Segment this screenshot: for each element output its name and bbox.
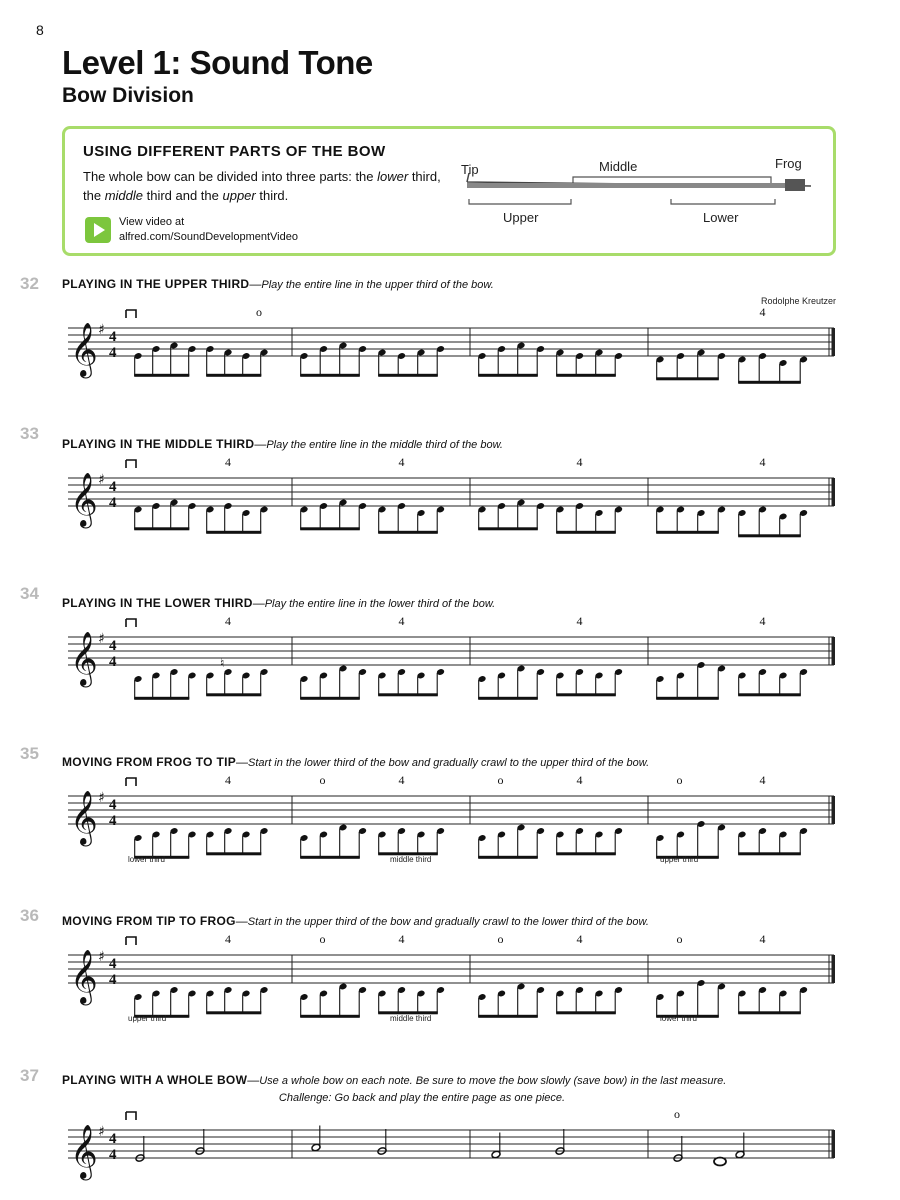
play-icon[interactable] bbox=[85, 217, 111, 243]
fingering-4: 4 bbox=[576, 933, 583, 946]
exercise-instruction: Start in the upper third of the bow and gradually crawl to the lower third of the bow. bbox=[247, 916, 649, 928]
exercise-challenge: Challenge: Go back and play the entire page as one piece. bbox=[278, 1092, 566, 1104]
exercise-heading: MOVING FROM TIP TO FROG bbox=[62, 914, 236, 928]
note-beam bbox=[206, 374, 261, 377]
time-signature-top: 4 bbox=[109, 329, 117, 345]
bow-frog bbox=[785, 179, 805, 191]
note-beam bbox=[738, 1011, 801, 1014]
video-text bbox=[119, 215, 359, 245]
note-beam bbox=[738, 852, 801, 855]
treble-clef-icon: 𝄞 bbox=[70, 631, 98, 686]
whole-note bbox=[714, 1158, 726, 1166]
fingering-4: 4 bbox=[398, 933, 405, 946]
exercise-instruction: Play the entire line in the middle third of the bow. bbox=[266, 439, 503, 451]
em-dash: — bbox=[236, 755, 249, 769]
fingering-4: 4 bbox=[576, 615, 583, 628]
exercise-title bbox=[62, 754, 842, 772]
fingering-4: 4 bbox=[398, 774, 405, 787]
open-string-mark: o bbox=[319, 933, 326, 946]
time-signature-bottom: 4 bbox=[109, 654, 117, 670]
bow-label-tip: Tip bbox=[461, 162, 479, 177]
note-beam bbox=[206, 1011, 261, 1014]
em-dash: — bbox=[235, 914, 248, 928]
exercise-heading: MOVING FROM FROG TO TIP bbox=[62, 755, 237, 769]
sharp-icon: ♯ bbox=[98, 790, 105, 806]
bow-label-lower: Lower bbox=[703, 210, 739, 225]
middle-word: middle bbox=[104, 188, 143, 203]
fingering-4: 4 bbox=[759, 615, 766, 628]
note-beam bbox=[556, 693, 616, 696]
note-beam bbox=[378, 531, 438, 534]
exercise-heading: PLAYING WITH A WHOLE BOW bbox=[62, 1073, 248, 1087]
bow-position-label: lower third bbox=[128, 855, 165, 864]
bow-info-box bbox=[62, 126, 836, 256]
fingering-4: 4 bbox=[225, 615, 231, 628]
final-bar-thick bbox=[832, 955, 836, 983]
em-dash: — bbox=[252, 596, 265, 610]
body-mid1: third, the bbox=[83, 169, 441, 203]
note-beam bbox=[478, 374, 538, 377]
music-staff bbox=[60, 1108, 840, 1198]
bow-hair bbox=[467, 183, 805, 188]
fingering-4: 4 bbox=[225, 933, 231, 946]
body-end: third. bbox=[255, 188, 289, 203]
final-bar-thick bbox=[832, 1130, 836, 1158]
note-beam bbox=[656, 377, 719, 380]
time-signature-bottom: 4 bbox=[109, 813, 117, 829]
open-string-mark: o bbox=[497, 933, 504, 946]
down-bow-icon bbox=[126, 1112, 136, 1120]
time-signature-top: 4 bbox=[109, 797, 117, 813]
fingering-4: 4 bbox=[225, 774, 231, 787]
note-beam bbox=[738, 693, 801, 696]
final-bar-thick bbox=[832, 478, 836, 506]
bow-label-upper: Upper bbox=[503, 210, 539, 225]
lower-word: lower bbox=[377, 169, 409, 184]
exercise-number: 34 bbox=[20, 584, 39, 603]
exercise-title bbox=[62, 913, 842, 931]
exercise-title bbox=[62, 1072, 842, 1107]
sharp-icon: ♯ bbox=[98, 322, 105, 338]
time-signature-top: 4 bbox=[109, 638, 117, 654]
time-signature-top: 4 bbox=[109, 479, 117, 495]
fingering-4: 4 bbox=[398, 615, 405, 628]
down-bow-icon bbox=[126, 310, 136, 318]
page-subtitle: Bow Division bbox=[62, 84, 194, 107]
note-beam bbox=[134, 374, 189, 377]
time-signature-top: 4 bbox=[109, 956, 117, 972]
note-beam bbox=[478, 1015, 538, 1018]
bow-position-label: middle third bbox=[390, 855, 432, 864]
note-beam bbox=[656, 697, 719, 700]
middle-bracket bbox=[573, 177, 771, 183]
info-box-heading: USING DIFFERENT PARTS OF THE BOW bbox=[83, 143, 386, 160]
treble-clef-icon: 𝄞 bbox=[70, 790, 98, 845]
video-link[interactable]: alfred.com/SoundDevelopmentVideo bbox=[119, 231, 298, 243]
exercise-number: 35 bbox=[20, 744, 39, 763]
fingering-4: 4 bbox=[398, 456, 405, 469]
bow-position-label: upper third bbox=[128, 1014, 167, 1023]
final-bar-thick bbox=[832, 637, 836, 665]
note-beam bbox=[206, 852, 261, 855]
em-dash: — bbox=[247, 1073, 260, 1087]
sharp-icon: ♯ bbox=[98, 1124, 105, 1140]
note-beam bbox=[556, 852, 616, 855]
open-string-mark: o bbox=[674, 1108, 680, 1121]
note-beam bbox=[738, 534, 801, 537]
note-beam bbox=[738, 381, 801, 384]
time-signature-top: 4 bbox=[109, 1131, 117, 1147]
note-beam bbox=[378, 374, 438, 377]
bow-position-label: upper third bbox=[660, 855, 699, 864]
bow-diagram bbox=[461, 147, 821, 247]
exercise-number: 32 bbox=[20, 274, 39, 293]
down-bow-icon bbox=[126, 619, 136, 627]
exercise-heading: PLAYING IN THE LOWER THIRD bbox=[62, 596, 253, 610]
note-beam bbox=[300, 527, 360, 530]
treble-clef-icon: 𝄞 bbox=[70, 1124, 98, 1179]
open-string-mark: o bbox=[676, 774, 683, 787]
music-staff bbox=[60, 615, 840, 705]
body-mid2: third and the bbox=[142, 188, 223, 203]
note-beam bbox=[206, 693, 261, 696]
bow-position-label: lower third bbox=[660, 1014, 697, 1023]
treble-clef-icon: 𝄞 bbox=[70, 949, 98, 1004]
time-signature-bottom: 4 bbox=[109, 495, 117, 511]
exercise-title bbox=[62, 276, 842, 294]
exercise-instruction: Use a whole bow on each note. Be sure to move the bow slowly (save bow) in the last measure. bbox=[259, 1075, 727, 1087]
exercise-number: 37 bbox=[20, 1066, 39, 1085]
natural-icon: ♮ bbox=[220, 656, 225, 670]
bow-label-middle: Middle bbox=[599, 159, 638, 174]
page-number: 8 bbox=[36, 22, 44, 38]
note-beam bbox=[556, 531, 616, 534]
fingering-4: 4 bbox=[759, 774, 766, 787]
note-beam bbox=[478, 856, 538, 859]
note-beam bbox=[478, 697, 538, 700]
note-beam bbox=[556, 1011, 616, 1014]
treble-clef-icon: 𝄞 bbox=[70, 472, 98, 527]
exercise-instruction: Play the entire line in the lower third of the bow. bbox=[264, 598, 496, 610]
music-staff bbox=[60, 933, 840, 1023]
down-bow-icon bbox=[126, 937, 136, 945]
time-signature-bottom: 4 bbox=[109, 345, 117, 361]
final-bar-thick bbox=[832, 328, 836, 356]
sharp-icon: ♯ bbox=[98, 631, 105, 647]
exercise-number: 36 bbox=[20, 906, 39, 925]
fingering-4: 4 bbox=[759, 933, 766, 946]
page-title: Level 1: Sound Tone bbox=[62, 44, 373, 81]
note-beam bbox=[300, 856, 360, 859]
note-beam bbox=[300, 697, 360, 700]
exercise-instruction: Play the entire line in the upper third of the bow. bbox=[261, 279, 494, 291]
sharp-icon: ♯ bbox=[98, 949, 105, 965]
fingering-4: 4 bbox=[576, 456, 583, 469]
lower-bracket bbox=[671, 199, 775, 204]
exercise-heading: PLAYING IN THE UPPER THIRD bbox=[62, 277, 250, 291]
em-dash: — bbox=[249, 277, 262, 291]
final-bar-thick bbox=[832, 796, 836, 824]
note-beam bbox=[556, 374, 616, 377]
fingering-4: 4 bbox=[225, 456, 231, 469]
open-string-mark: o bbox=[256, 306, 262, 319]
em-dash: — bbox=[254, 437, 267, 451]
exercise-heading: PLAYING IN THE MIDDLE THIRD bbox=[62, 437, 255, 451]
exercise-instruction: Start in the lower third of the bow and gradually crawl to the upper third of the bow. bbox=[248, 757, 650, 769]
note-beam bbox=[134, 697, 189, 700]
note-beam bbox=[300, 1015, 360, 1018]
time-signature-bottom: 4 bbox=[109, 972, 117, 988]
treble-clef-icon: 𝄞 bbox=[70, 322, 98, 377]
note-beam bbox=[378, 693, 438, 696]
exercise-number: 33 bbox=[20, 424, 39, 443]
time-signature-bottom: 4 bbox=[109, 1147, 117, 1163]
sharp-icon: ♯ bbox=[98, 472, 105, 488]
upper-bracket bbox=[469, 199, 571, 204]
down-bow-icon bbox=[126, 778, 136, 786]
music-staff bbox=[60, 456, 840, 546]
bow-label-frog: Frog bbox=[775, 156, 802, 171]
open-string-mark: o bbox=[319, 774, 326, 787]
fingering-4: 4 bbox=[759, 456, 766, 469]
open-string-mark: o bbox=[676, 933, 683, 946]
bow-position-label: middle third bbox=[390, 1014, 432, 1023]
fingering-4: 4 bbox=[576, 774, 583, 787]
composer: Rodolphe Kreutzer bbox=[760, 296, 836, 306]
open-string-mark: o bbox=[497, 774, 504, 787]
body-start: The whole bow can be divided into three parts: the bbox=[83, 169, 378, 184]
note-beam bbox=[300, 374, 360, 377]
info-box-body bbox=[83, 167, 443, 205]
exercise-title bbox=[62, 436, 842, 454]
video-prefix: View video at bbox=[119, 216, 185, 228]
note-beam bbox=[656, 531, 719, 534]
music-staff bbox=[60, 306, 840, 396]
note-beam bbox=[478, 527, 538, 530]
note-beam bbox=[206, 531, 261, 534]
down-bow-icon bbox=[126, 460, 136, 468]
fingering-4: 4 bbox=[759, 306, 766, 319]
upper-word: upper bbox=[222, 188, 256, 203]
music-staff bbox=[60, 774, 840, 864]
note-beam bbox=[134, 527, 189, 530]
exercise-title bbox=[62, 595, 842, 613]
